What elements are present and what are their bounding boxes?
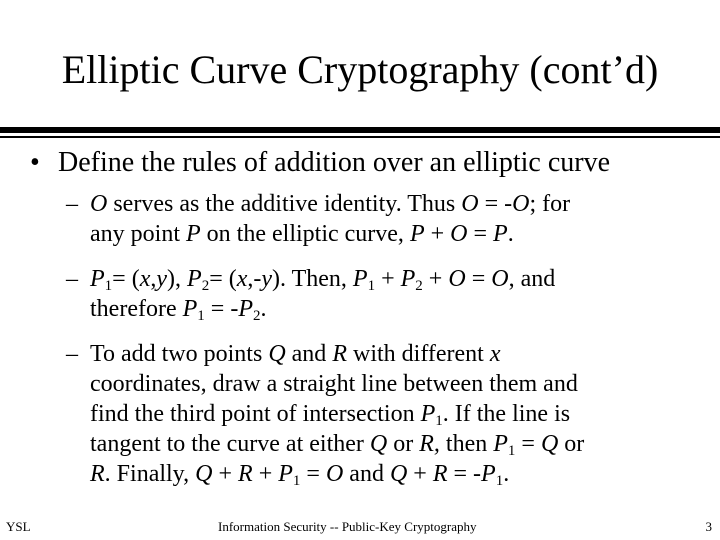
text-run: serves as the additive identity. Thus bbox=[107, 191, 462, 217]
sub1-line-1 bbox=[90, 189, 676, 219]
text-run: + bbox=[422, 266, 449, 292]
text-run: with different bbox=[346, 341, 490, 367]
math-var: O bbox=[90, 191, 108, 217]
text-run: + bbox=[252, 461, 279, 487]
math-var: P bbox=[90, 266, 105, 292]
sub-bullet-addition bbox=[66, 339, 676, 489]
text-run: . If the line is bbox=[442, 401, 571, 427]
subscript: 1 bbox=[197, 308, 205, 324]
subscript: 1 bbox=[495, 473, 504, 489]
math-var: P bbox=[493, 221, 508, 247]
footer-author: YSL bbox=[6, 519, 31, 534]
text-run: + bbox=[212, 461, 239, 487]
text-run: = bbox=[300, 461, 326, 487]
text-run: coordinates, draw a straight line between them and bbox=[90, 371, 578, 397]
text-run: tangent to the curve at either bbox=[90, 431, 370, 457]
math-var: R bbox=[238, 461, 253, 487]
sub3-line-3 bbox=[90, 399, 676, 429]
math-var: P bbox=[187, 266, 202, 292]
sub2-line-2 bbox=[90, 294, 676, 324]
subscript: 1 bbox=[104, 278, 113, 294]
math-var: Q bbox=[540, 431, 559, 457]
text-run: therefore bbox=[90, 296, 183, 322]
subscript: 1 bbox=[367, 278, 376, 294]
text-run: To add two points bbox=[90, 341, 269, 367]
text-run: or bbox=[387, 431, 420, 457]
slide-title: Elliptic Curve Cryptography (cont’d) bbox=[61, 47, 659, 92]
footer-page-number: 3 bbox=[705, 519, 712, 534]
text-run: and bbox=[285, 341, 333, 367]
math-var: P bbox=[186, 221, 201, 247]
math-var: P bbox=[352, 266, 368, 292]
math-var: P bbox=[481, 461, 496, 487]
text-run: = ( bbox=[209, 266, 237, 292]
sub-bullet-inverse bbox=[66, 264, 676, 324]
subscript: 2 bbox=[415, 278, 423, 294]
sub3-line-5 bbox=[90, 459, 676, 489]
text-run: ). Then, bbox=[272, 266, 353, 292]
bullet-marker: • bbox=[30, 147, 40, 178]
subscript: 2 bbox=[252, 308, 261, 324]
math-var: P bbox=[238, 296, 253, 322]
math-var: R bbox=[332, 341, 347, 367]
sub-bullet-dash: – bbox=[66, 266, 78, 292]
text-run: + bbox=[375, 266, 401, 292]
text-run: on the elliptic curve, bbox=[200, 221, 410, 247]
text-run: ; for bbox=[529, 191, 571, 217]
sub-bullet-dash: – bbox=[66, 191, 78, 217]
subscript: 1 bbox=[292, 473, 301, 489]
text-run: . Finally, bbox=[104, 461, 196, 487]
math-var: P bbox=[278, 461, 293, 487]
math-var: R, bbox=[419, 431, 440, 457]
text-run: ,- bbox=[247, 266, 262, 292]
text-run: . bbox=[507, 221, 514, 247]
text-run: = bbox=[515, 431, 541, 457]
sub-bullet-dash: – bbox=[66, 341, 78, 367]
math-var: Q bbox=[389, 461, 408, 487]
sub-bullet-identity bbox=[66, 189, 676, 249]
sub3-line-1 bbox=[90, 339, 676, 369]
subscript: 2 bbox=[201, 278, 210, 294]
math-var: O bbox=[461, 191, 479, 217]
math-var: O bbox=[512, 191, 530, 217]
math-var: P bbox=[409, 221, 425, 247]
math-var: Q bbox=[195, 461, 213, 487]
sub3-line-4 bbox=[90, 429, 676, 459]
text-run: = bbox=[467, 221, 494, 247]
text-run: any point bbox=[90, 221, 186, 247]
text-run: = ( bbox=[112, 266, 140, 292]
math-var: R bbox=[432, 461, 448, 487]
subscript: 1 bbox=[507, 443, 516, 459]
math-var: Q bbox=[268, 341, 286, 367]
text-run: find the third point of intersection bbox=[90, 401, 421, 427]
main-bullet bbox=[30, 143, 610, 183]
main-bullet-text: Define the rules of addition over an elliptic curve bbox=[58, 147, 611, 178]
text-run: . bbox=[503, 461, 510, 487]
math-var: Q bbox=[369, 431, 388, 457]
math-var: P bbox=[182, 296, 198, 322]
math-var: O bbox=[491, 266, 509, 292]
title-rule-thick bbox=[0, 127, 720, 133]
text-run: ), bbox=[167, 266, 188, 292]
text-run: , bbox=[150, 266, 157, 292]
math-var: R bbox=[90, 461, 105, 487]
math-var: P bbox=[493, 431, 508, 457]
text-run: = bbox=[465, 266, 492, 292]
title-rule-thin bbox=[0, 136, 720, 138]
text-run: then bbox=[439, 431, 494, 457]
math-var: O bbox=[448, 266, 466, 292]
text-run: + bbox=[424, 221, 451, 247]
text-run: . bbox=[260, 296, 267, 322]
math-var: x bbox=[236, 266, 248, 292]
text-run: or bbox=[558, 431, 585, 457]
text-run: + bbox=[407, 461, 433, 487]
subscript: 1 bbox=[435, 413, 443, 429]
sub3-line-2 bbox=[90, 369, 676, 399]
sub1-line-2 bbox=[90, 219, 676, 249]
sub2-line-1 bbox=[90, 264, 676, 294]
math-var: y bbox=[156, 266, 168, 292]
footer-course-title: Information Security -- Public-Key Cryptography bbox=[218, 519, 477, 534]
text-run: = - bbox=[204, 296, 239, 322]
math-var: y bbox=[261, 266, 273, 292]
math-var: O bbox=[450, 221, 468, 247]
text-run: and bbox=[343, 461, 390, 487]
text-run: = - bbox=[447, 461, 482, 487]
math-var: x bbox=[139, 266, 151, 292]
text-run: = - bbox=[478, 191, 513, 217]
math-var: x bbox=[489, 341, 501, 367]
sub-bullet-list bbox=[66, 189, 676, 504]
text-run: , and bbox=[508, 266, 556, 292]
math-var: P bbox=[420, 401, 436, 427]
math-var: P bbox=[400, 266, 416, 292]
math-var: O bbox=[325, 461, 344, 487]
